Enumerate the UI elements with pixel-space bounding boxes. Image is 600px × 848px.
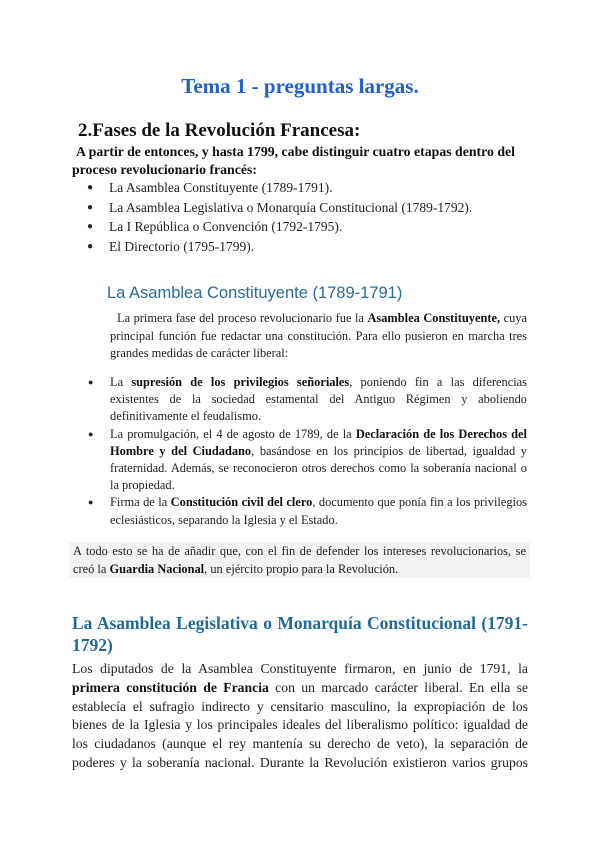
text-run: , un ejército propio para la Revolución. <box>204 561 399 576</box>
bold-term: primera constitución de Francia <box>72 679 269 695</box>
highlight-note <box>69 542 530 578</box>
legislativa-paragraph <box>72 660 528 773</box>
list-item <box>88 426 527 495</box>
text-line: establecía el sufragio indirecto y censitario masculino, la expropiación de los <box>72 698 528 714</box>
text-run: , documento que ponía fin a los privilegios eclesiásticos, separando la Iglesia y el Estado. <box>110 495 527 527</box>
stages-list <box>82 178 472 256</box>
section-heading: 2.Fases de la Revolución Francesa: <box>78 120 361 141</box>
text-run: con un marcado carácter liberal. En ella se <box>268 679 528 695</box>
list-item: ● La I República o Convención (1792-1795). <box>82 217 472 237</box>
list-item <box>88 374 527 426</box>
list-item: ● El Directorio (1795-1799). <box>82 237 472 257</box>
list-item: ● La Asamblea Constituyente (1789-1791). <box>82 178 472 198</box>
legislativa-heading: La Asamblea Legislativa o Monarquía Constitucional (1791-1792) <box>72 613 528 655</box>
list-item <box>88 494 527 528</box>
text-run: La <box>110 375 132 389</box>
text-run: , poniendo fin a las diferencias existentes de la sociedad estamental del Antiguo Régimen y aboliendo definitivamente el feudalismo. <box>110 375 527 424</box>
text-line <box>72 679 528 698</box>
bold-term: supresión de los privilegios señoriales <box>131 375 350 389</box>
bold-term: Guardia Nacional <box>109 561 205 576</box>
text-line: bienes de la Iglesia y los principales ideales del liberalismo político: igualdad de <box>72 717 528 733</box>
document-title: Tema 1 - preguntas largas. <box>181 74 419 98</box>
bold-term: Declaración de los Derechos del Hombre y del Ciudadano <box>110 426 528 458</box>
text-run: , basándose en los principios de libertad, igualdad y fraternidad. Además, se reconocieron otros derechos como la soberanía nacional o la propiedad. <box>110 443 528 493</box>
text-run: A todo esto se ha de añadir que, con el fin de defender los intereses revolucionarios, se creó la <box>73 544 526 576</box>
measures-list <box>88 374 527 529</box>
bold-term: Constitución civil del clero <box>170 495 313 510</box>
text-run: La promulgación, el 4 de agosto de 1789, de la <box>110 426 356 441</box>
text-line: poderes y la soberanía nacional. Durante la Revolución existieron varios grupos <box>72 754 528 770</box>
constituyente-heading: La Asamblea Constituyente (1789-1791) <box>107 284 403 302</box>
bold-term: Asamblea Constituyente, <box>367 311 501 325</box>
section-intro: A partir de entonces, y hasta 1799, cabe distinguir cuatro etapas dentro del proceso revolucionario francés: <box>72 144 515 177</box>
text-run: La primera fase del proceso revolucionario fue la <box>117 311 368 325</box>
list-item: ● La Asamblea Legislativa o Monarquía Constitucional (1789-1792). <box>82 198 472 218</box>
constituyente-paragraph <box>110 310 527 363</box>
text-line: los ciudadanos (aunque el rey mantenía su derecho de veto), la separación de <box>72 736 528 752</box>
text-run: Firma de la <box>110 495 171 510</box>
text-run: cuya principal función fue redactar una constitución. Para ello pusieron en marcha tres grandes medidas de carácter liberal: <box>110 311 527 360</box>
text-line: Los diputados de la Asamblea Constituyente firmaron, en junio de 1791, la <box>72 661 528 676</box>
